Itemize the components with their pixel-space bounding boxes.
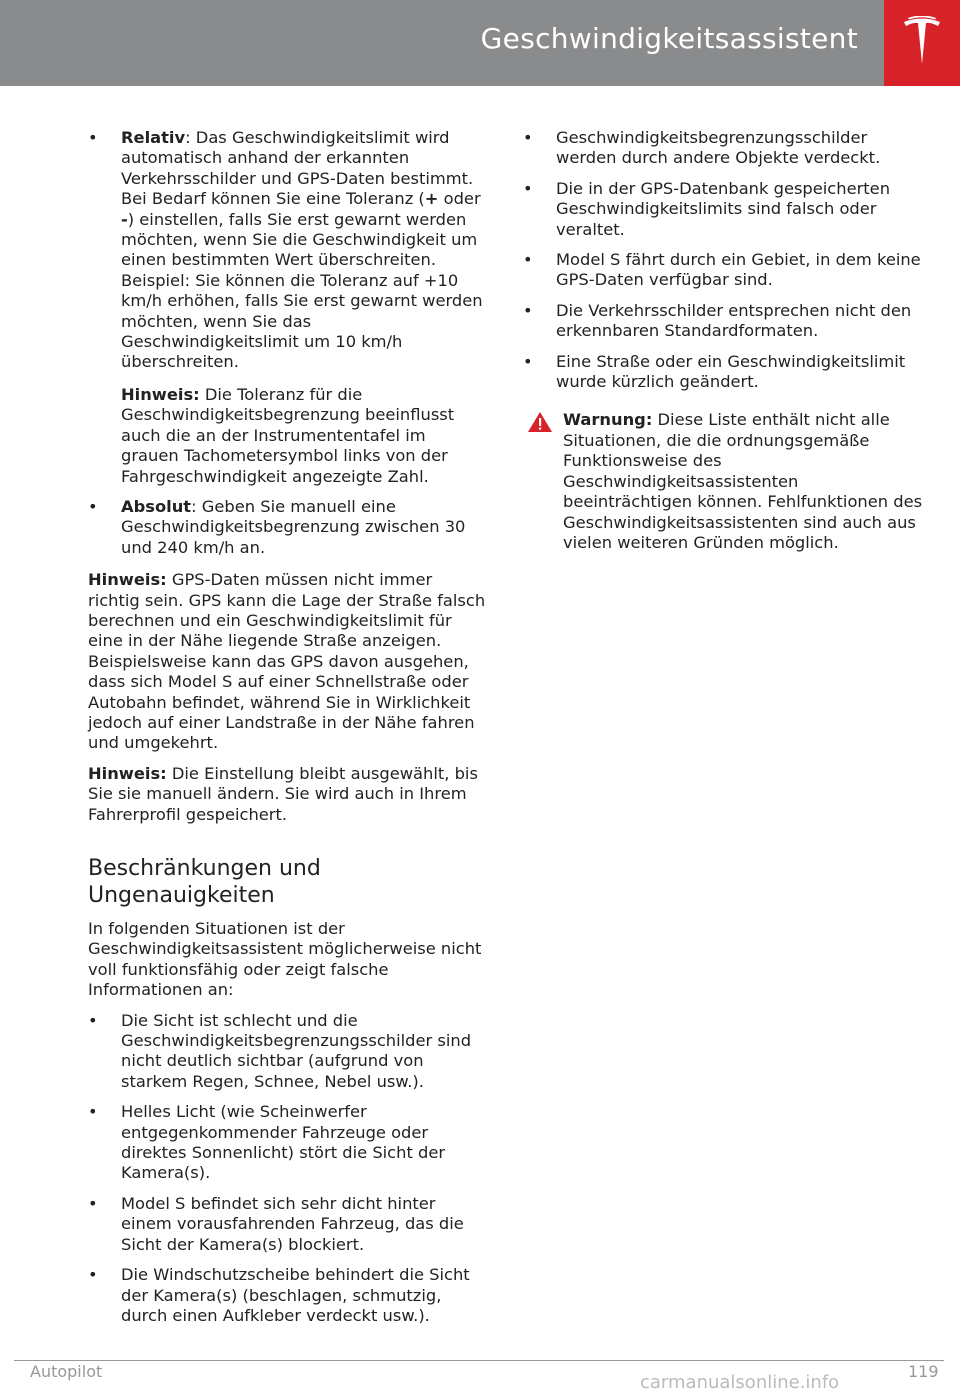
bullet: • (88, 128, 98, 147)
gps-note (88, 570, 486, 754)
list-item (523, 250, 923, 291)
bullet: • (523, 351, 533, 371)
limitations-list (88, 1011, 486, 1327)
warning-text: Diese Liste enthält nicht alle Situationen, die die ordnungsgemäße Funktionsweise des Geschwindigkeitsassistenten beeinträchtigen können. Fehlfunktionen des Geschwindigkeitsassistenten sind auch aus vielen weiteren Gründen möglich. (563, 410, 923, 552)
list-item (523, 352, 923, 393)
bullet: • (88, 1010, 98, 1030)
bullet: • (523, 250, 533, 270)
item-text: Die Verkehrsschilder entsprechen nicht den erkennbaren Standardformaten. (556, 300, 912, 341)
section-title: Geschwindigkeitsassistent (480, 22, 858, 55)
limitations-heading: Beschränkungen und Ungenauigkeiten (88, 856, 321, 908)
item-text: : Das Geschwindigkeitslimit wird automatisch anhand der erkannten Verkehrsschilder und GPS-Daten bestimmt. Bei Bedarf können Sie eine Toleranz ( (121, 128, 474, 209)
bullet: • (88, 1102, 98, 1122)
item-text: oder (438, 189, 481, 209)
list-item (523, 179, 923, 240)
term-absolut: Absolut (121, 496, 192, 516)
right-column (523, 128, 923, 553)
note-text: GPS-Daten müssen nicht immer richtig sein. GPS kann die Lage der Straße falsch berechnen und ein Geschwindigkeitslimit für eine in der Nähe liegende Straße anzeigen. Beispielsweise kann das GPS davon ausgehen, dass sich Model S auf einer Schnellstraße oder Autobahn befindet, während Sie in Wirklichkeit jedoch auf einer Landstraße in der Nähe fahren und umgekehrt. (88, 570, 486, 753)
item-text: : Geben Sie manuell eine Geschwindigkeitsbegrenzung zwischen 30 und 240 km/h an. (121, 496, 466, 557)
page-header (0, 0, 960, 86)
term-relativ: Relativ (121, 128, 186, 147)
bullet: • (523, 128, 533, 147)
item-text: Die Windschutzscheibe behindert die Sicht der Kamera(s) (beschlagen, schmutzig, durch einen Aufkleber verdeckt usw.). (121, 1265, 470, 1325)
item-text: ) einstellen, falls Sie erst gewarnt werden möchten, wenn Sie die Geschwindigkeit um einen bestimmten Wert überschreiten. Beispiel: Sie können die Toleranz auf +10 km/h erhöhen, falls Sie erst gewarnt werden möchten, wenn Sie das Geschwindigkeitslimit um 10 km/h überschreiten. (121, 209, 483, 372)
list-item (523, 128, 923, 169)
minus-symbol: - (121, 209, 128, 229)
bullet: • (523, 178, 533, 198)
list-item (88, 1194, 486, 1255)
left-column (88, 128, 486, 1338)
watermark: carmanualsonline.info (640, 1372, 840, 1393)
setting-note (88, 764, 486, 825)
bullet: • (88, 496, 98, 516)
bullet: • (88, 1265, 98, 1285)
footer-section: Autopilot (30, 1362, 103, 1381)
warning-triangle-icon (527, 411, 553, 433)
mode-list-absolute (88, 497, 486, 558)
item-text: Die Sicht ist schlecht und die Geschwindigkeitsbegrenzungsschilder sind nicht deutlich sichtbar (aufgrund von starkem Regen, Schnee, Nebel usw.). (121, 1010, 472, 1091)
footer-divider (14, 1360, 944, 1361)
note-label: Hinweis: (88, 570, 167, 590)
list-item (88, 1265, 486, 1326)
item-text: Helles Licht (wie Scheinwerfer entgegenkommender Fahrzeuge oder direktes Sonnenlicht) stört die Sicht der Kamera(s). (121, 1102, 446, 1183)
list-item (523, 301, 923, 342)
limitations-list-continued (523, 128, 923, 392)
note-text: Die Einstellung bleibt ausgewählt, bis Sie sie manuell ändern. Sie wird auch in Ihrem Fahrerprofil gespeichert. (88, 763, 478, 824)
item-text: Geschwindigkeitsbegrenzungsschilder werden durch andere Objekte verdeckt. (556, 128, 881, 168)
tolerance-note (88, 385, 486, 487)
list-item (88, 1011, 486, 1093)
plus-symbol: + (424, 189, 439, 209)
bullet: • (523, 300, 533, 320)
note-label: Hinweis: (121, 384, 200, 404)
note-label: Hinweis: (88, 763, 167, 783)
note-text: Die Toleranz für die Geschwindigkeitsbegrenzung beeinflusst auch die an der Instrumententafel im grauen Tachometersymbol links von der Fahrgeschwindigkeit angezeigte Zahl. (121, 384, 455, 486)
page-number: 119 (908, 1362, 939, 1381)
bullet: • (88, 1193, 98, 1213)
tesla-logo-icon (902, 16, 942, 68)
list-item (88, 128, 486, 373)
list-item (88, 1102, 486, 1184)
item-text: Model S befindet sich sehr dicht hinter einem vorausfahrenden Fahrzeug, das die Sicht der Kamera(s) blockiert. (121, 1193, 464, 1254)
item-text: Die in der GPS-Datenbank gespeicherten Geschwindigkeitslimits sind falsch oder veraltet. (556, 178, 891, 239)
item-text: Eine Straße oder ein Geschwindigkeitslimit wurde kürzlich geändert. (556, 351, 906, 392)
item-text: Model S fährt durch ein Gebiet, in dem keine GPS-Daten verfügbar sind. (556, 250, 921, 290)
warning-box (523, 410, 923, 553)
warning-label: Warnung: (563, 410, 653, 430)
list-item (88, 497, 486, 558)
limitations-intro: In folgenden Situationen ist der Geschwindigkeitsassistent möglicherweise nicht voll funktionsfähig oder zeigt falsche Informationen an: (88, 919, 482, 1000)
tesla-logo-badge (884, 0, 960, 86)
mode-list (88, 128, 486, 373)
